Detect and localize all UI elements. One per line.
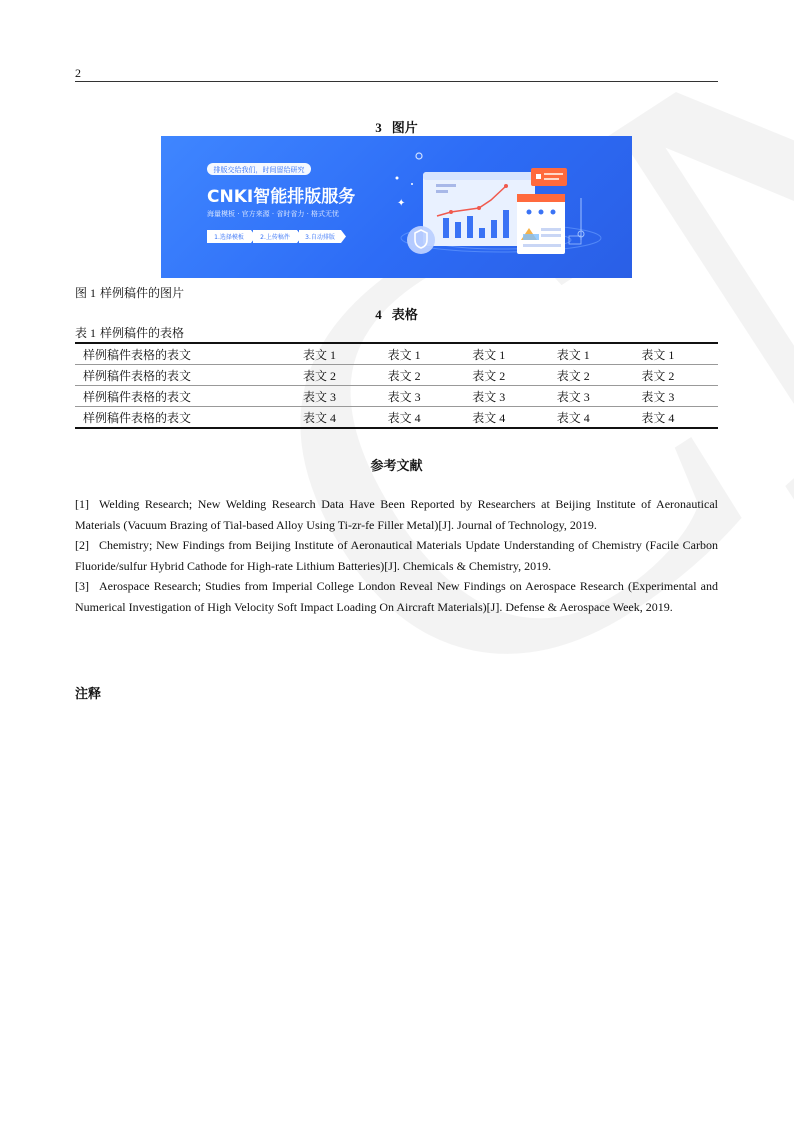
table-cell: 表文 4 xyxy=(472,410,506,425)
table-row xyxy=(75,365,718,386)
table-cell: 表文 1 xyxy=(380,343,465,365)
table-cell: 表文 3 xyxy=(295,386,380,407)
table-cell: 表文 1 xyxy=(549,343,634,365)
table-cell: 样例稿件表格的表文 xyxy=(75,343,295,365)
table-cell: 样例稿件表格的表文 xyxy=(75,386,295,407)
reference-text: Aerospace Research; Studies from Imperial College London Reveal New Findings on Aerospace Research (Experimental and Numerical Investigation of High Velocity Soft Impact Loading On Aircraft Materials)[J]. Defense & Aerospace Week, 2019. xyxy=(75,579,718,614)
table-caption-label: 表 1 xyxy=(75,326,97,340)
table-cell: 表文 3 xyxy=(464,386,549,407)
page-number: 2 xyxy=(75,66,81,80)
reference-text: Welding Research; New Welding Research Data Have Been Reported by Researchers at Beijing Institute of Aeronautical Materials (Vacuum Brazing of Tial-based Alloy Using Ti-zr-fe Filler Metal)[J]. Journal of Technology, 2019. xyxy=(75,497,718,532)
section-heading-tables xyxy=(75,304,718,323)
table-row xyxy=(75,386,718,407)
section-number: 4 xyxy=(375,307,382,322)
reference-item xyxy=(75,576,718,617)
table-cell: 表文 3 xyxy=(549,386,634,407)
figure-caption-label: 图 1 xyxy=(75,286,97,300)
banner-title: CNKI智能排版服务 xyxy=(207,187,356,207)
banner-tag: 排版交给我们，时间留给研究 xyxy=(213,166,305,174)
reference-item xyxy=(75,494,718,535)
table-row xyxy=(75,343,718,365)
table-cell: 表文 2 xyxy=(464,365,549,386)
reference-number: [3] xyxy=(75,579,89,593)
table-cell: 表文 1 xyxy=(464,343,549,365)
reference-item xyxy=(75,535,718,576)
banner-illustration xyxy=(161,136,632,278)
svg-text:✦: ✦ xyxy=(397,198,406,209)
reference-text: Chemistry; New Findings from Beijing Institute of Aeronautical Materials Update Understanding of Chemistry (Facile Carbon Fluoride/sulfur Hybrid Cathode for High-rate Lithium Batteries)[J]. Chemicals & Chemistry, 2019. xyxy=(75,538,718,573)
section-heading-images xyxy=(75,117,718,136)
banner-step-3: 3.自动排版 xyxy=(305,234,335,241)
figure-caption xyxy=(75,284,184,301)
references-heading: 参考文献 xyxy=(370,458,423,473)
banner-subtitle: 海量模板 · 官方来源 · 省时省力 · 格式无忧 xyxy=(207,210,340,218)
table-cell: 表文 3 xyxy=(633,386,718,407)
header-rule xyxy=(75,81,718,82)
table-cell: 样例稿件表格的表文 xyxy=(75,365,295,386)
notes-heading: 注释 xyxy=(75,686,102,701)
reference-number: [2] xyxy=(75,538,89,552)
table-cell: 表文 4 xyxy=(303,410,337,425)
banner-step-1: 1.选择模板 xyxy=(214,234,244,241)
table-cell: 表文 4 xyxy=(387,410,421,425)
table-caption xyxy=(75,324,184,341)
table-cell: 表文 2 xyxy=(633,365,718,386)
table-cell: 表文 4 xyxy=(556,410,590,425)
figure-caption-text: 样例稿件的图片 xyxy=(100,286,185,300)
table-cell: 表文 1 xyxy=(295,343,380,365)
section-title: 表格 xyxy=(391,307,418,322)
banner-step-2: 2.上传稿件 xyxy=(260,234,290,241)
section-title: 图片 xyxy=(391,120,418,135)
table-caption-text: 样例稿件的表格 xyxy=(100,326,185,340)
section-number: 3 xyxy=(375,120,382,135)
sample-table xyxy=(75,342,718,429)
reference-number: [1] xyxy=(75,497,89,511)
banner-image xyxy=(161,136,632,278)
references-list xyxy=(75,494,718,617)
table-cell: 表文 2 xyxy=(549,365,634,386)
table-cell: 表文 2 xyxy=(380,365,465,386)
table-cell: 表文 1 xyxy=(633,343,718,365)
table-cell: 样例稿件表格的表文 xyxy=(83,410,192,425)
table-cell: 表文 4 xyxy=(641,410,675,425)
table-row xyxy=(75,407,718,429)
table-cell: 表文 2 xyxy=(295,365,380,386)
table-cell: 表文 3 xyxy=(380,386,465,407)
